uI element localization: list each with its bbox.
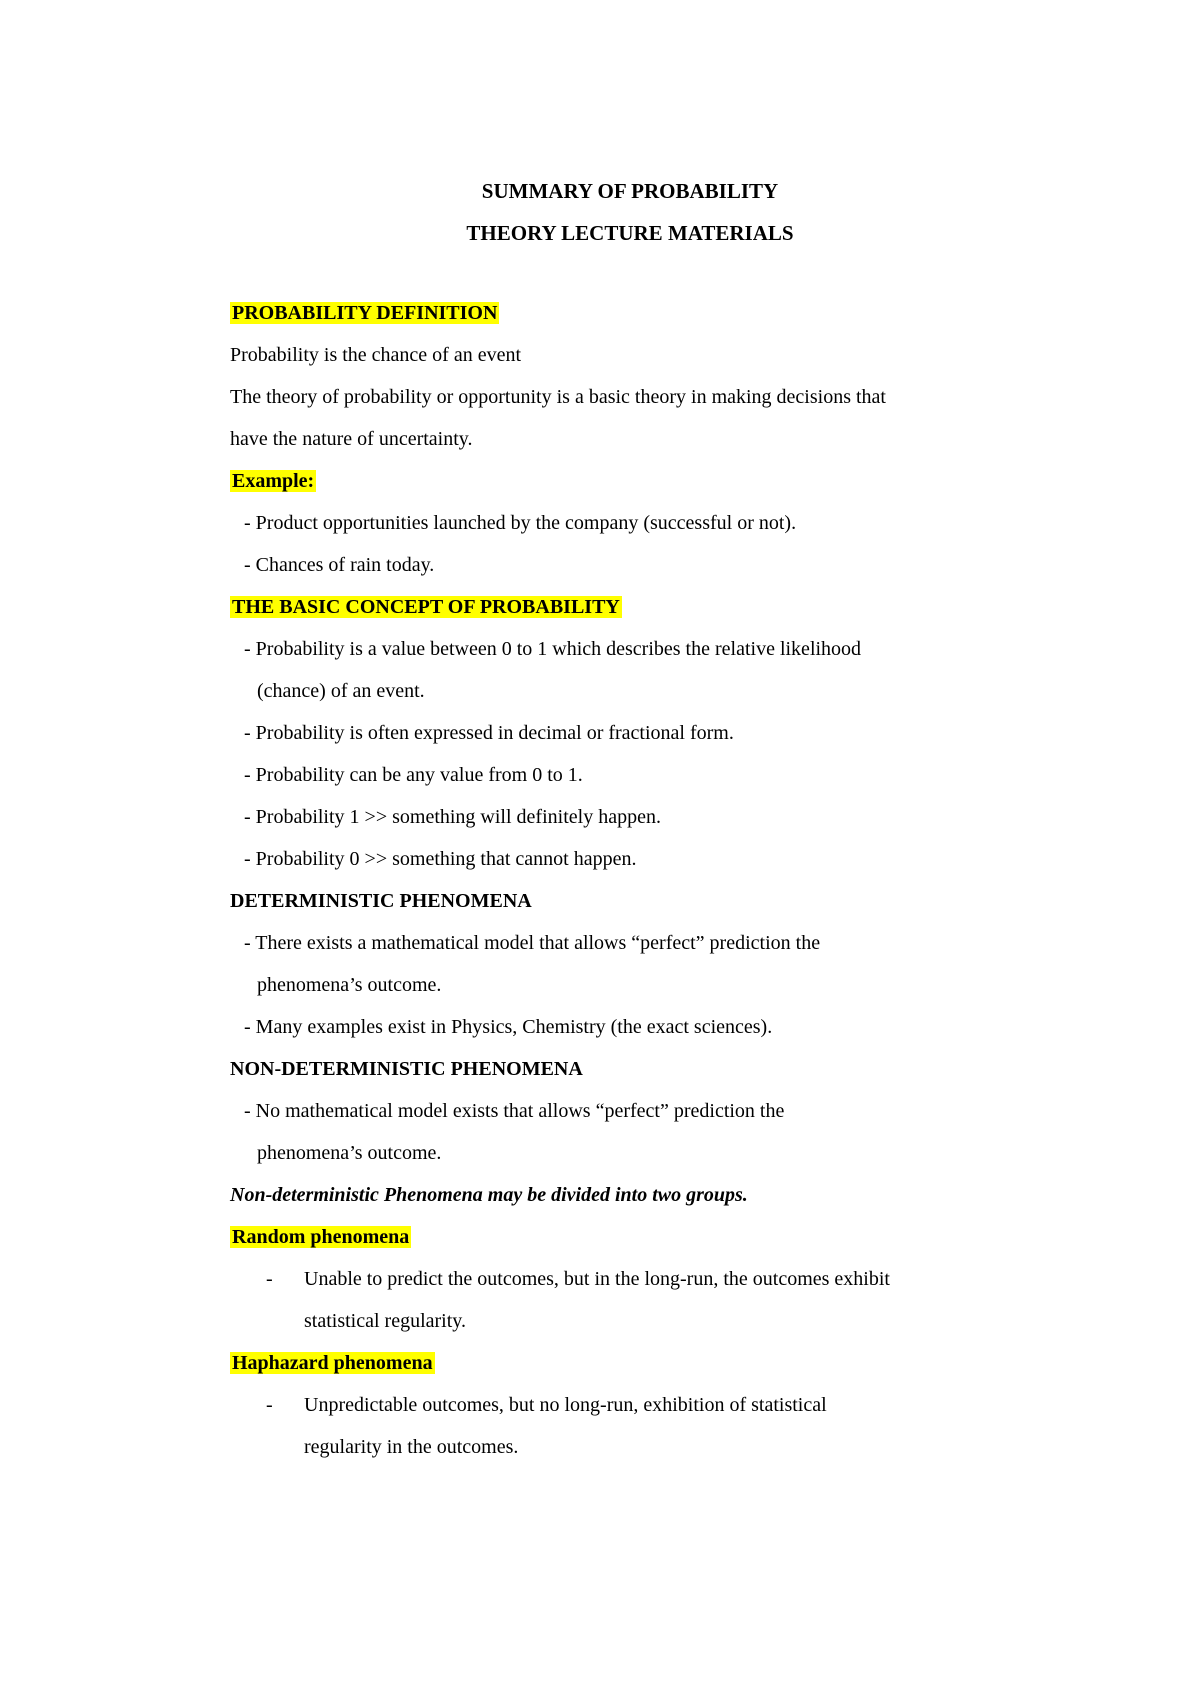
non-deterministic-item-1-line-2: phenomena’s outcome. (257, 1142, 442, 1164)
example-item-2: - Chances of rain today. (244, 554, 435, 576)
definition-heading: PROBABILITY DEFINITION (232, 302, 498, 324)
document-body (230, 292, 1070, 1468)
haphazard-heading: Haphazard phenomena (232, 1352, 433, 1374)
basic-concept-item-4: - Probability 1 >> something will definitely happen. (244, 806, 661, 828)
definition-paragraph-2-line-1: The theory of probability or opportunity is a basic theory in making decisions that (230, 386, 886, 408)
basic-concept-item-2: - Probability is often expressed in decimal or fractional form. (244, 722, 734, 744)
deterministic-heading: DETERMINISTIC PHENOMENA (230, 890, 532, 912)
example-heading: Example: (232, 470, 315, 492)
title-line-1: SUMMARY OF PROBABILITY (481, 179, 779, 203)
bullet-dash: - (266, 1268, 273, 1290)
basic-concept-heading: THE BASIC CONCEPT OF PROBABILITY (232, 596, 620, 618)
haphazard-item-line-1 (230, 1384, 1070, 1426)
random-item-line-1 (230, 1258, 1070, 1300)
document-title (0, 170, 1200, 254)
example-item-1: - Product opportunities launched by the company (successful or not). (244, 512, 797, 534)
definition-paragraph-2-line-2: have the nature of uncertainty. (230, 428, 473, 450)
deterministic-item-1-line-2: phenomena’s outcome. (257, 974, 442, 996)
basic-concept-item-1-line-1: - Probability is a value between 0 to 1 which describes the relative likelihood (244, 638, 862, 660)
non-deterministic-note: Non-deterministic Phenomena may be divided into two groups. (230, 1184, 748, 1206)
haphazard-item-line-2: regularity in the outcomes. (304, 1436, 519, 1458)
bullet-dash: - (266, 1394, 273, 1416)
random-item-line-2: statistical regularity. (304, 1310, 466, 1332)
deterministic-item-2: - Many examples exist in Physics, Chemistry (the exact sciences). (244, 1016, 773, 1038)
basic-concept-item-3: - Probability can be any value from 0 to 1. (244, 764, 583, 786)
random-heading: Random phenomena (232, 1226, 410, 1248)
non-deterministic-item-1-line-1: - No mathematical model exists that allows “perfect” prediction the (244, 1100, 785, 1122)
basic-concept-item-5: - Probability 0 >> something that cannot happen. (244, 848, 637, 870)
deterministic-item-1-line-1: - There exists a mathematical model that allows “perfect” prediction the (244, 932, 821, 954)
haphazard-item-text-1: Unpredictable outcomes, but no long-run, exhibition of statistical (304, 1394, 827, 1416)
definition-paragraph-1: Probability is the chance of an event (230, 344, 522, 366)
basic-concept-item-1-line-2: (chance) of an event. (257, 680, 425, 702)
non-deterministic-heading: NON-DETERMINISTIC PHENOMENA (230, 1058, 583, 1080)
random-item-text-1: Unable to predict the outcomes, but in the long-run, the outcomes exhibit (304, 1268, 890, 1290)
title-line-2: THEORY LECTURE MATERIALS (466, 221, 794, 245)
